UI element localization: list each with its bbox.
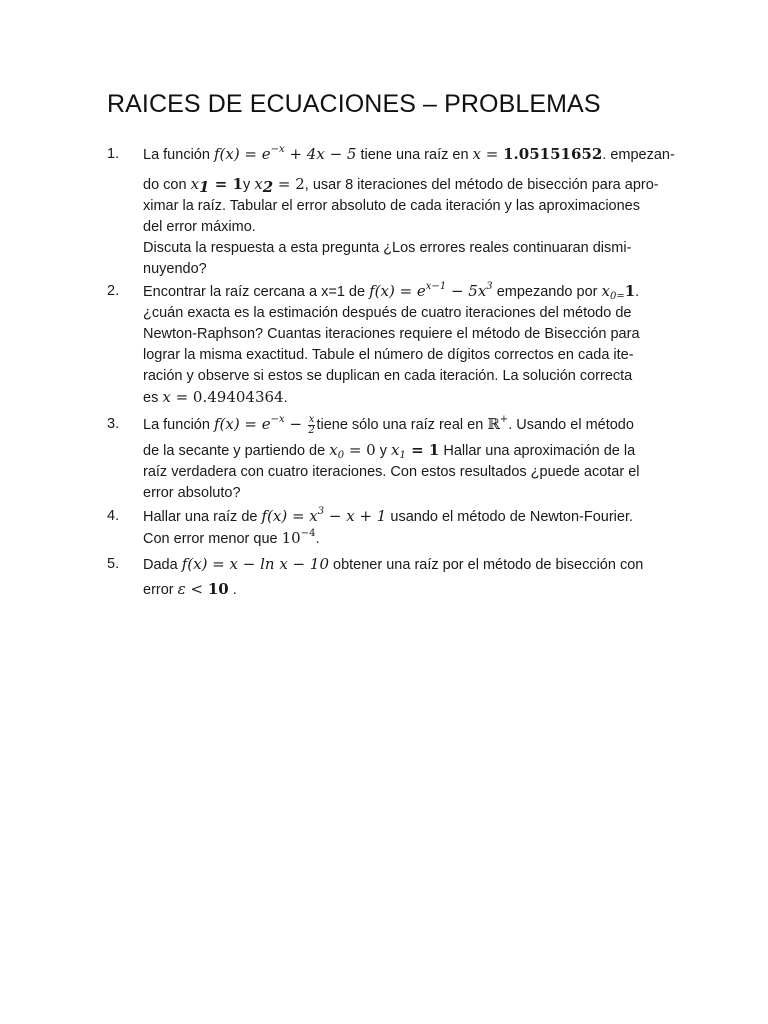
text-line: Encontrar la raíz cercana a x=1 de $f(x) = e^{x-1} - 5x^3$ empezando por $x_{0=}1$. bbox=[143, 281, 640, 302]
text-line: Newton-Raphson? Cuantas iteraciones requiere el método de Bisección para bbox=[143, 326, 640, 342]
text-line: Discuta la respuesta a esta pregunta ¿Los errores reales continuaran dismi- bbox=[143, 240, 632, 256]
math-function: $f(x) = e^{-x} + 4x - 5$ bbox=[213, 144, 357, 163]
text-line: raíz verdadera con cuatro iteraciones. Con estos resultados ¿puede acotar el bbox=[143, 464, 640, 480]
problem-text bbox=[143, 140, 675, 280]
problem-number: 2. bbox=[107, 283, 120, 299]
math-function: f(x) = x − ln x − 10 bbox=[181, 555, 329, 573]
text-line: do con $x_1 = 1y$ $x_2 = 2$, usar 8 iteraciones del método de bisección para apro- bbox=[143, 175, 659, 196]
text-line: es x = 0.49404364. bbox=[143, 388, 288, 406]
math-value: 0.49404364 bbox=[192, 388, 284, 406]
problem-text bbox=[143, 411, 661, 504]
problem-number: 5. bbox=[107, 556, 120, 572]
text-line: Dada f(x) = x − ln x − 10 obtener una raíz por el método de bisección con bbox=[143, 555, 644, 573]
text-line: ¿cuán exacta es la estimación después de cuatro iteraciones del método de bbox=[143, 305, 632, 321]
math-fraction: $\frac{x}{2}$ bbox=[308, 413, 315, 436]
problem-text bbox=[143, 554, 661, 601]
problem-number: 1. bbox=[107, 146, 120, 162]
text-line: La función $f(x) = e^{-x} + 4x - 5$ tiene una raíz en x = 1.05151652. empezan- bbox=[143, 144, 675, 163]
page-title: RAICES DE ECUACIONES – PROBLEMAS bbox=[107, 90, 601, 118]
text-line: ximar la raíz. Tabular el error absoluto de cada iteración y las aproximaciones bbox=[143, 198, 641, 214]
problem-text bbox=[143, 506, 661, 550]
problem-number: 3. bbox=[107, 416, 120, 432]
text-line: de la secante y partiendo de $x_0 = 0$ y $x_1 = 1$ Hallar una aproximación de la bbox=[143, 441, 636, 461]
text-line: ración y observe si estos se duplican en cada iteración. La solución correcta bbox=[143, 368, 633, 384]
math-function: $f(x) = e^{x-1} - 5x^3$ bbox=[369, 281, 493, 300]
text-line: error ε < 10 . bbox=[143, 580, 237, 598]
text-line: La función $f(x) = e^{-x}$ − $\frac{x}{2}$ tiene sólo una raíz real en ℝ+. Usando el método bbox=[143, 413, 634, 436]
text-line: nuyendo? bbox=[143, 261, 207, 277]
real-numbers-symbol: ℝ+ bbox=[487, 414, 509, 433]
math-function: $f(x) = e^{-x}$ − bbox=[213, 414, 307, 433]
text-line: del error máximo. bbox=[143, 219, 256, 235]
math-value: 1.05151652 bbox=[503, 145, 603, 163]
math-function: $f(x) = x^3 - x + 1$ bbox=[261, 506, 387, 525]
text-line: Hallar una raíz de $f(x) = x^3 - x + 1$ usando el método de Newton-Fourier. bbox=[143, 506, 634, 525]
text-line: error absoluto? bbox=[143, 485, 241, 501]
text-line: Con error menor que $10^{-4}$. bbox=[143, 528, 320, 547]
problem-number: 4. bbox=[107, 508, 120, 524]
problem-text bbox=[143, 281, 661, 409]
text-line: lograr la misma exactitud. Tabule el número de dígitos correctos en cada ite- bbox=[143, 347, 634, 363]
